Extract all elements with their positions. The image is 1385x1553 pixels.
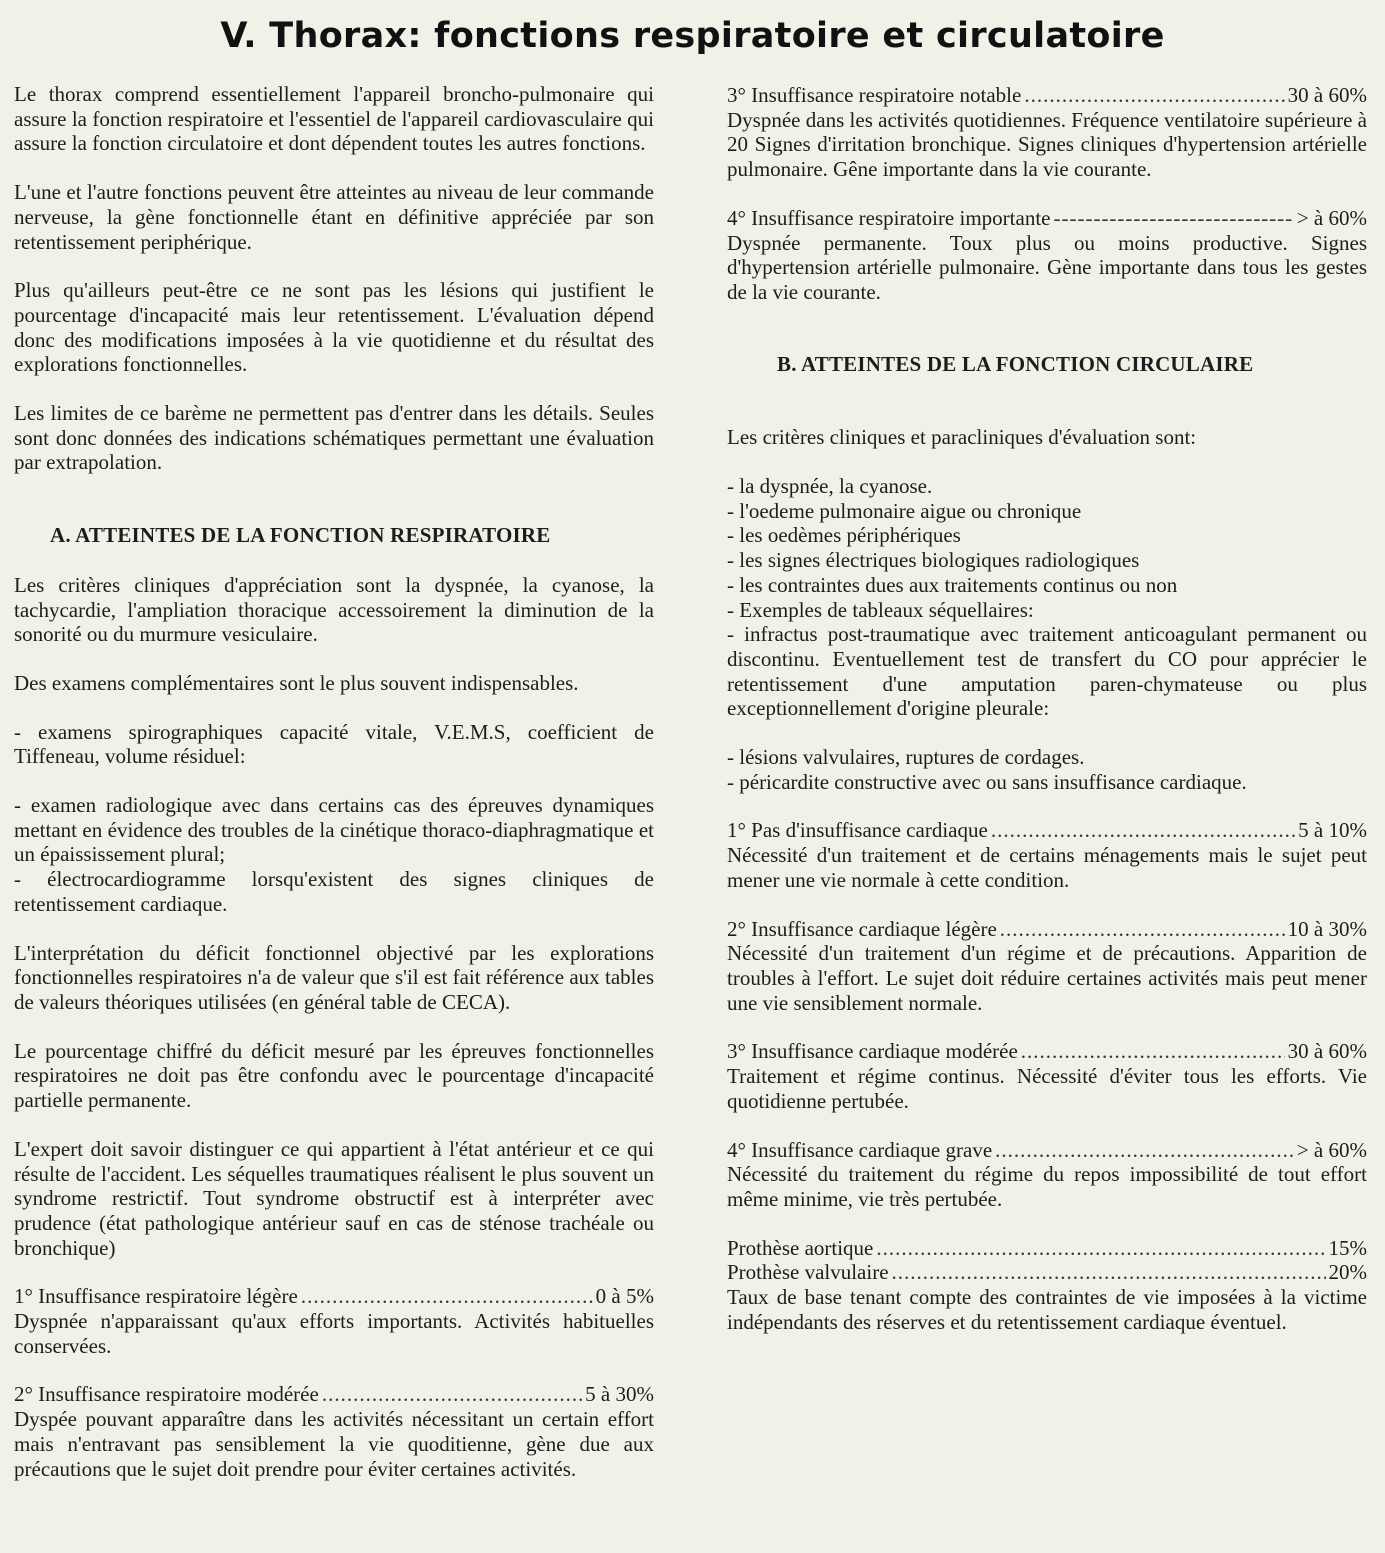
rate-label: 1° Insuffisance respiratoire légère — [14, 1284, 298, 1309]
rate-label: Prothèse aortique — [727, 1235, 874, 1260]
rate-line — [727, 818, 1367, 843]
rate-description: Taux de base tenant compte des contraintes de vie imposées à la victime indépendants des réserves et du retentissement cardiaque éventuel. — [727, 1285, 1367, 1334]
rate-value: > à 60% — [1296, 205, 1367, 230]
rate-item — [727, 1039, 1367, 1113]
right-column — [727, 83, 1367, 1334]
rate-description: Nécessité d'un traitement et de certains ménagements mais le sujet peut mener une vie normale à cette condition. — [727, 843, 1367, 892]
rate-description: Nécessité du traitement du régime du repos impossibilité de tout effort même minime, vie très pertubée. — [727, 1162, 1367, 1211]
rate-value: 20% — [1328, 1260, 1367, 1285]
rate-value: 30 à 60% — [1287, 1039, 1367, 1064]
list-item: - l'oedeme pulmonaire aigue ou chronique — [727, 498, 1082, 523]
paragraph: Des examens complémentaires sont le plus souvent indispensables. — [14, 670, 579, 695]
paragraph: L'une et l'autre fonctions peuvent être atteintes au niveau de leur commande nerveuse, la gène fonctionnelle étant en définitive appréciée par son retentissement periphérique. — [14, 180, 654, 254]
list-item: - la dyspnée, la cyanose. — [727, 474, 933, 499]
rate-label: 4° Insuffisance respiratoire importante — [727, 205, 1051, 230]
list-item: - les oedèmes périphériques — [727, 523, 961, 548]
rate-value: 5 à 30% — [585, 1382, 654, 1407]
rate-label: 3° Insuffisance cardiaque modérée — [727, 1039, 1018, 1064]
leader-dots — [995, 1138, 1294, 1163]
leader-dots — [876, 1236, 1325, 1261]
rate-item — [727, 83, 1367, 182]
list-item: - lésions valvulaires, ruptures de cordages. — [727, 745, 1085, 770]
rate-value: > à 60% — [1296, 1137, 1367, 1162]
rate-label: 4° Insuffisance cardiaque grave — [727, 1137, 993, 1162]
paragraph: Les critères cliniques d'appréciation sont la dyspnée, la cyanose, la tachycardie, l'ampliation thoracique accessoirement la diminution de la sonorité ou du murmure vesiculaire. — [14, 572, 654, 647]
rate-label: 2° Insuffisance cardiaque légère — [727, 916, 997, 941]
paragraph: Les limites de ce barème ne permettent pas d'entrer dans les détails. Seules sont donc données des indications schématiques permettant une évaluation par extrapolation. — [14, 401, 654, 475]
rate-description: Dyspnée dans les activités quotidiennes. Fréquence ventilatoire supérieure à 20 Signes d'irritation bronchique. Signes cliniques d'hypertension artérielle pulmonaire. Gêne importante dans la vie courante. — [727, 107, 1367, 182]
rate-value: 15% — [1328, 1235, 1367, 1260]
rate-line — [727, 1236, 1367, 1261]
rate-value: 0 à 5% — [595, 1284, 654, 1309]
rate-line — [14, 1284, 654, 1309]
leader-dots — [1021, 1039, 1285, 1064]
prosthesis-block — [727, 1236, 1367, 1335]
rate-line — [727, 206, 1367, 231]
rate-value: 10 à 30% — [1287, 916, 1367, 941]
rate-label: 2° Insuffisance respiratoire modérée — [14, 1382, 319, 1407]
list-item: - Exemples de tableaux séquellaires: — [727, 597, 1034, 622]
paragraph: - examens spirographiques capacité vitale, V.E.M.S, coefficient de Tiffeneau, volume résiduel: — [14, 719, 654, 769]
rate-line — [727, 1039, 1367, 1064]
rate-label: 1° Pas d'insuffisance cardiaque — [727, 818, 988, 843]
section-heading-a: A. ATTEINTES DE LA FONCTION RESPIRATOIRE — [50, 523, 551, 548]
leader-dots — [1000, 917, 1285, 942]
list-item: - péricardite constructive avec ou sans insuffisance cardiaque. — [727, 769, 1247, 794]
list-item: - les contraintes dues aux traitements continus ou non — [727, 572, 1178, 597]
rate-item — [14, 1284, 654, 1358]
paragraph: L'expert doit savoir distinguer ce qui appartient à l'état antérieur et ce qui résulte de l'accident. Les séquelles traumatiques réalisent le plus souvent un syndrome restrictif. Tout syndrome obstructif est à interpréter avec prudence (état pathologique antérieur sauf en cas de sténose trachéale ou bronchique) — [14, 1136, 654, 1260]
rate-description: Traitement et régime continus. Nécessité d'éviter tous les efforts. Vie quotidienne pertubée. — [727, 1064, 1367, 1113]
intro-paragraph: Le thorax comprend essentiellement l'appareil broncho-pulmonaire qui assure la fonction respiratoire et l'essentiel de l'appareil cardiovasculaire qui assure la fonction circulatoire et dont dépendent toutes les autres fonctions. — [14, 82, 654, 156]
rate-value: 30 à 60% — [1287, 83, 1367, 107]
leader-dots — [991, 818, 1295, 843]
leader-dots — [322, 1382, 582, 1407]
rate-item — [727, 206, 1367, 305]
paragraph: L'interprétation du déficit fonctionnel objectivé par les explorations fonctionnelles respiratoires n'a de valeur que s'il est fait référence aux tables de valeurs théoriques utilisées (en général table de CECA). — [14, 940, 654, 1014]
rate-description: Nécessité d'un traitement d'un régime et de précautions. Apparition de troubles à l'effort. Le sujet doit réduire certaines activités mais peut mener une vie sensiblement normale. — [727, 941, 1367, 1015]
rate-item — [14, 1382, 654, 1481]
leader-dots — [1024, 83, 1284, 108]
paragraph: Le pourcentage chiffré du déficit mesuré par les épreuves fonctionnelles respiratoires ne doit pas être confondu avec le pourcentage d'incapacité partielle permanente. — [14, 1038, 654, 1113]
paragraph: - électrocardiogramme lorsqu'existent des signes cliniques de retentissement cardiaque. — [14, 867, 654, 916]
rate-line — [727, 83, 1367, 108]
rate-label: 3° Insuffisance respiratoire notable — [727, 83, 1022, 107]
rate-line — [727, 1260, 1367, 1285]
section-heading-b: B. ATTEINTES DE LA FONCTION CIRCULAIRE — [777, 351, 1254, 376]
leader-dashes — [1053, 206, 1293, 231]
list-item: - les signes électriques biologiques radiologiques — [727, 548, 1140, 573]
paragraph: - examen radiologique avec dans certains cas des épreuves dynamiques mettant en évidence des troubles de la cinétique thoraco-diaphragmatique et un épaississement plural; — [14, 793, 654, 867]
rate-item — [727, 1138, 1367, 1212]
left-column — [14, 82, 654, 1481]
rate-description: Dyspnée n'apparaissant qu'aux efforts importants. Activités habituelles conservées. — [14, 1309, 654, 1358]
leader-dots — [892, 1260, 1326, 1285]
rate-line — [727, 917, 1367, 942]
leader-dots — [301, 1284, 593, 1309]
paragraph: Les critères cliniques et paracliniques d'évaluation sont: — [727, 425, 1197, 450]
rate-description: Dyspnée permanente. Toux plus ou moins productive. Signes d'hypertension artérielle pulmonaire. Gène importante dans tous les gestes de la vie courante. — [727, 230, 1367, 304]
paragraph: Plus qu'ailleurs peut-être ce ne sont pas les lésions qui justifient le pourcentage d'incapacité mais leur retentissement. L'évaluation dépend donc des modifications imposées à la vie quotidienne et du résultat des explorations fonctionnelles. — [14, 278, 654, 377]
list-item: - infractus post-traumatique avec traitement anticoagulant permanent ou discontinu. Eventuellement test de transfert du CO pour apprécier le retentissement d'une amputation paren-chymateuse ou plus exceptionnellement d'origine pleurale: — [727, 622, 1367, 721]
rate-line — [14, 1382, 654, 1407]
criteria-list — [727, 745, 1367, 794]
rate-value: 5 à 10% — [1298, 818, 1367, 843]
rate-label: Prothèse valvulaire — [727, 1260, 889, 1285]
rate-item — [727, 917, 1367, 1016]
rate-item — [727, 818, 1367, 892]
rate-description: Dyspée pouvant apparaître dans les activités nécessitant un certain effort mais n'entravant pas sensiblement la vie quoditienne, gène due aux précautions que le sujet doit prendre pour éviter certaines activités. — [14, 1407, 654, 1481]
page-title: V. Thorax: fonctions respiratoire et circulatoire — [220, 16, 1165, 56]
rate-line — [727, 1138, 1367, 1163]
criteria-list — [727, 474, 1367, 721]
